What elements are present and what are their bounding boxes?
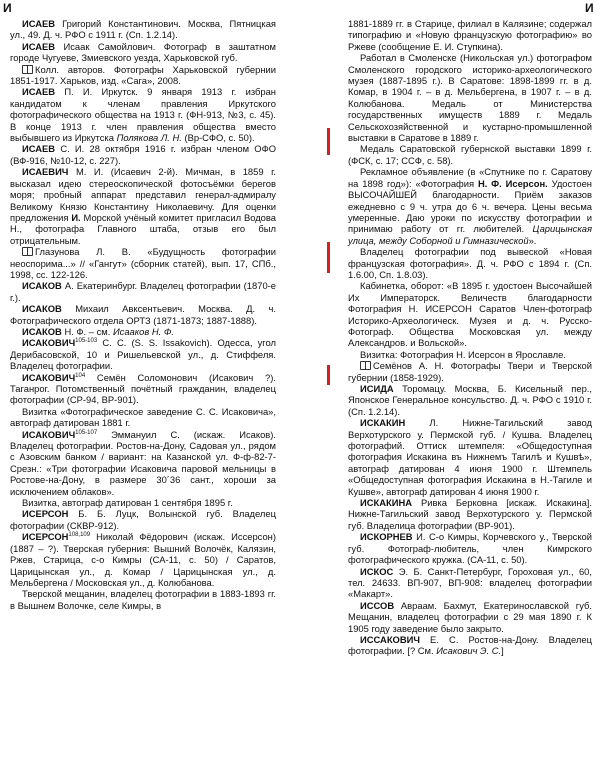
- left-column: [10, 18, 276, 611]
- entry-text: С. С. (S. S. Issakovich). Одесса, угол Дерибасовской, 10 и Ришельевской ул., д. Стиффеля. Владелец фотографии.: [10, 337, 276, 372]
- entry-text: Б. Б. Луцк, Волынской губ. Владелец фотографии (СКВР-912).: [10, 508, 276, 531]
- dictionary-entry: [10, 86, 276, 143]
- entry-italic: Полякова Л. Н.: [116, 132, 182, 144]
- dictionary-entry: [348, 383, 592, 417]
- dictionary-entry: [10, 303, 276, 326]
- entry-text: Авраам. Бахмут, Екатеринославской губ. Мещанин, владелец фотографии с 29 мая 1890 г. К 1905 году заведение было закрыто.: [348, 599, 592, 634]
- entry-text: Тверской мещанин, владелец фотографии в 1883-1893 гг. в Вышнем Волочке, селе Кимры, в: [10, 588, 276, 611]
- entry-text: Николай Фёдорович (искаж. Иссерсон) (1887 – ?). Тверская губерния: Вышний Волочёк, Калязин, Ржев, Старица, с-о Кимры (СА-11, с. 50) / Саратов, Царицынская ул., д. Комар / Царицынская ул., д. Мельбергена / Московская ул., д. Колюбанова.: [10, 531, 276, 588]
- dictionary-entry: [348, 634, 592, 657]
- entry-text: Михаил Авксентьевич. Москва. Д. ч. Фотографического отдела ОРТЗ (1871-1873; 1887-1888).: [10, 303, 276, 326]
- dictionary-entry: [348, 349, 592, 360]
- dictionary-entry: [10, 406, 276, 429]
- reference-entry: [10, 64, 276, 87]
- entry-surname: ИСАКОВ: [22, 303, 62, 315]
- margin-mark: [327, 365, 330, 385]
- entry-text: Григорий Константинович. Москва, Пятницкая ул., 49. Д. ч. РФО с 1911 г. (Сп. 1.2.14).: [10, 18, 276, 41]
- entry-text: 1881-1889 гг. в Старице, филиал в Калязине; содержал типографию и «Новую французскую фотографию» во Ржеве (сообщение Е. И. Ступкина).: [348, 18, 592, 52]
- dictionary-entry: [348, 531, 592, 565]
- left-running-header: И: [3, 1, 12, 15]
- entry-text: Визитка «Фотографическое заведение С. С. Исаковича», автограф датирован 1881 г.: [10, 405, 276, 429]
- entry-text: Медаль Саратовской губернской выставки 1899 г. (ФСК, с. 17; ССФ, с. 58).: [348, 143, 592, 166]
- entry-text: Кабинетка, оборот: «В 1895 г. удостоен Высочайшей Их Императорск. Величеств благодарности Фотография Н. ИСЕРСОН Саратов Член-фотограф Историко-Археологическ. Музея и д. ч. Русско-Фотограф. Общества Московская ул. между Александров. и Вольской».: [348, 280, 592, 349]
- entry-surname: ИСАЕВ: [22, 86, 56, 98]
- entry-surname: ИСИДА: [360, 383, 394, 394]
- entry-italic: Исакович Э. С.: [436, 645, 502, 657]
- entry-text: Исаак Самойлович. Фотограф в заштатном городе Чугуеве, Змиевского уезда, Харьковской губ.: [10, 40, 276, 64]
- entry-text: ».: [528, 234, 537, 246]
- entry-surname: ИСЕРСОН: [22, 531, 69, 543]
- entry-surname: ИСАКОВИЧ: [22, 337, 76, 349]
- entry-italic: Царицынская улица, между Соборной и Гимназической: [348, 223, 592, 246]
- dictionary-entry: [348, 166, 592, 246]
- margin-mark: [327, 242, 330, 273]
- dictionary-entry: [348, 497, 592, 531]
- margin-mark: [327, 128, 330, 155]
- entry-text: Семёнов А. Н. Фотографы Твери и Тверской губернии (1858-1929).: [348, 360, 592, 383]
- entry-text: Колл. авторов. Фотографы Харьковской губернии 1851-1917. Харьков, изд. «Сага», 2008.: [10, 63, 276, 87]
- dictionary-entry: [348, 18, 592, 52]
- entry-surname: ИСКОС: [360, 565, 394, 577]
- entry-surname: ИСКАКИНА: [360, 497, 413, 509]
- entry-text: Эммануил С. (искаж. Исаков). Владелец фотографии. Ростов-на-Дону, Садовая ул., рядом с Азовским банком / вариант: на Казанской ул. Ф-ф-82-7-Срезн.: «Три фотографии Исаковича паровой мельницы в Ростове-на-Дону, в размере 30´36 сант., хороши за исключением облаков».: [10, 428, 276, 497]
- entry-text: Удостоен ВЫСОЧАЙШЕЙ благодарности. Приём заказов ежедневно с 9 ч. утра до 6 ч. вечера. Цены весьма умеренные. Даю уроки по искусству фотографии и принимаю работу от гг. любителей.: [348, 177, 592, 235]
- entry-text: Глазунова Л. В. «Будущность фотографии неоспорима...» // «Гангут» (сборник статей), вып. 17, СПб., 1998, сс. 122-126.: [10, 246, 276, 280]
- entry-text: С. И. 28 октября 1916 г. избран членом ОФО (ВФ-916, №10-12, с. 227).: [10, 143, 276, 166]
- reference-entry: [348, 360, 592, 383]
- entry-text: М. И. (Исаевич 2-й). Мичман, в 1859 г. высказал идею стереоскопической фотосъёмки берегов моря; пробный аппарат представил генерал-адмиралу Великому Князю Константину Николаевичу. Для оценки предложения: [10, 166, 276, 223]
- dictionary-entry: [348, 280, 592, 348]
- dictionary-entry: [10, 326, 276, 337]
- entry-text: Владелец фотографии под вывеской «Новая французская фотография». Д. ч. РФО с 1894 г. (Сп. 1.6.00, Сп. 1.8.03).: [348, 246, 592, 280]
- dictionary-entry: [10, 143, 276, 166]
- entry-text: Н. Ф. – см.: [61, 325, 113, 337]
- entry-surname: ИСЕРСОН: [22, 508, 69, 520]
- book-icon: [360, 361, 371, 370]
- dictionary-entry: [10, 18, 276, 41]
- entry-text: Визитка: Фотография Н. Исерсон в Ярославле.: [360, 348, 566, 360]
- dictionary-entry: [10, 337, 276, 371]
- dictionary-entry: [348, 600, 592, 634]
- entry-text: Е. С. Ростов-на-Дону. Владелец фотографии. [? См.: [348, 633, 592, 657]
- entry-text: Ривка Берковна [искаж. Искакина]. Нижне-Тагильский завод Верхотурского у. Пермской губ. Владелица фотографии (ВР-901).: [348, 497, 592, 531]
- footnote-ref: 105-103: [75, 338, 98, 345]
- dictionary-entry: [348, 246, 592, 280]
- entry-surname: ИСАЕВ: [22, 143, 56, 155]
- entry-surname: ИСАЕВ: [22, 18, 56, 29]
- footnote-ref: 108,109: [68, 532, 91, 539]
- entry-surname: ИСКОРНЕВ: [360, 531, 413, 543]
- dictionary-entry: [10, 497, 276, 508]
- entry-surname: ИСКАКИН: [360, 417, 406, 429]
- right-running-header: И: [585, 1, 594, 15]
- entry-surname: ИСАКОВИЧ: [22, 428, 76, 440]
- entry-text: Л. Нижне-Тагильский завод Верхотурского у. Пермской губ. / Кушва. Владелец фотографий. Оттиск штемпеля: «Общедоступная фотография Искакина въ Нижнемъ Тагилѣ и Кушвѣ», автограф датирован 4 июня 1900 г. Штемпель «Общедоступная фотография Искакина в Н.-Тагиле и Кушве», автограф датирован 4 июня 1900 г.: [348, 417, 592, 497]
- entry-text: П. И. Иркутск. 9 января 1913 г. избран кандидатом к членам правления Иркутского фотографического общества на 1913 г. (ФН-913, №3, с. 45). В конце 1913 г. член правления общества вместо выбывшего из Иркутска: [10, 86, 276, 144]
- footnote-ref: 105-107: [75, 429, 98, 436]
- entry-surname: ИСАКОВ: [22, 325, 62, 337]
- entry-text: Морской учёный комитет пригласил Водова Н., фотографа Главного штаба, отзыв его был отрицательным.: [10, 211, 276, 246]
- dictionary-entry: [10, 429, 276, 497]
- entry-surname: ИССОВ: [360, 599, 395, 611]
- dictionary-entry: [348, 417, 592, 497]
- entry-surname: ИСАКОВ: [22, 280, 62, 292]
- dictionary-entry: [10, 531, 276, 588]
- entry-text: А. Екатеринбург. Владелец фотографии (1870-е г.).: [10, 280, 276, 303]
- entry-text: Семён Соломонович (Исакович ?). Таганрог. Потомственный почётный гражданин, владелец фотографии (СР-94, ВР-901).: [10, 371, 276, 406]
- dictionary-entry: [348, 52, 592, 143]
- entry-italic: Исааков Н. Ф.: [112, 325, 174, 337]
- footnote-ref: 104: [75, 372, 86, 379]
- dictionary-entry: [348, 566, 592, 600]
- entry-surname: ИСАКОВИЧ: [22, 371, 76, 383]
- entry-text: Работал в Смоленске (Никольская ул.) фотографом Смоленского городского историко-археологического музея (1887-1895 г.). В Саратове: 1898-1899 гг. в д. Комар, в 1904 г. – в д. Мельбергена, в 1907 г. – в д. Колюбанова. Медаль от Министерства государственных имуществ 1889 г. Медаль Сельскохозяйственной и кустарно-промышленной выставки в Саратове в 1889 г.: [348, 52, 592, 144]
- entry-surname: ИСАЕВИЧ: [22, 166, 69, 178]
- dictionary-entry: [10, 41, 276, 64]
- entry-text: Торомацу. Москва, Б. Кисельный пер., Японское Генеральное консульство. Д. ч. РФО с 1910 г. (Сп. 1.2.14).: [348, 383, 592, 417]
- entry-bold: И.: [71, 211, 81, 223]
- entry-bold: Н. Ф. Исерсон.: [477, 177, 548, 189]
- reference-entry: [10, 246, 276, 280]
- entry-surname: ИССАКОВИЧ: [360, 633, 420, 645]
- right-column: [348, 18, 592, 657]
- entry-text: Рекламное объявление (в «Спутнике по г. Саратову на 1898 год»): «Фотография: [348, 166, 592, 189]
- book-icon: [22, 65, 33, 74]
- dictionary-entry: [348, 143, 592, 166]
- entry-text: Э. Б. Санкт-Петербург, Гороховая ул., 60, тел. 24633. ВП-907, ВП-908: владелец фотографии «Макарт».: [348, 565, 592, 600]
- entry-text: ]: [501, 645, 504, 657]
- dictionary-entry: [10, 588, 276, 611]
- dictionary-entry: [10, 280, 276, 303]
- dictionary-entry: [10, 166, 276, 246]
- entry-surname: ИСАЕВ: [22, 40, 56, 52]
- dictionary-entry: [10, 372, 276, 406]
- entry-text: Визитка, автограф датирован 1 сентября 1895 г.: [22, 497, 233, 509]
- entry-text: (Вр-СФО, с. 50).: [181, 132, 255, 144]
- entry-text: И. С-о Кимры, Корчевского у., Тверской губ. Фотограф-любитель, член Кимрского фотографического кружка. (СА-11, с. 50).: [348, 531, 592, 566]
- dictionary-entry: [10, 508, 276, 531]
- book-icon: [22, 247, 33, 256]
